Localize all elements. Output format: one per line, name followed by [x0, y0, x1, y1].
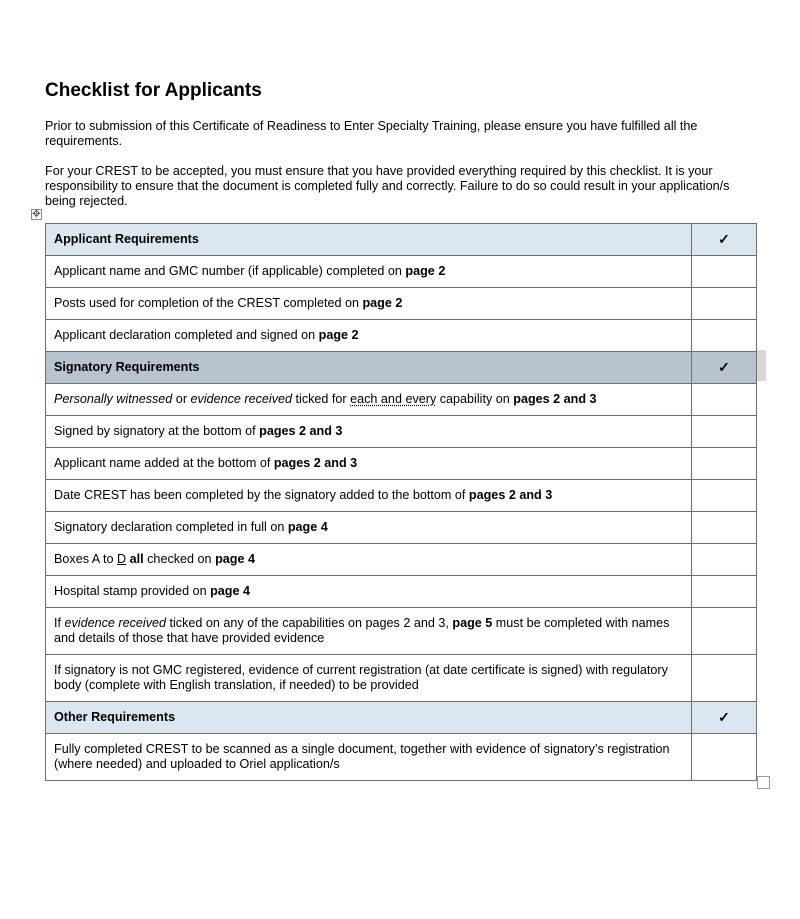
page-title: Checklist for Applicants	[45, 80, 262, 101]
check-cell[interactable]	[692, 655, 757, 702]
check-cell[interactable]	[692, 384, 757, 416]
requirement-text: Applicant name added at the bottom of pages 2 and 3	[46, 448, 692, 480]
requirement-text: Signatory declaration completed in full on page 4	[46, 512, 692, 544]
table-row	[46, 734, 757, 781]
table-row	[46, 448, 757, 480]
requirement-text: Personally witnessed or evidence received ticked for each and every capability on pages 2 and 3	[46, 384, 692, 416]
requirement-text: Posts used for completion of the CREST completed on page 2	[46, 288, 692, 320]
table-row	[46, 544, 757, 576]
table-row	[46, 320, 757, 352]
check-cell[interactable]	[692, 256, 757, 288]
requirement-text: Applicant name and GMC number (if applicable) completed on page 2	[46, 256, 692, 288]
check-mark-icon: ✓	[692, 352, 757, 384]
check-cell[interactable]	[692, 576, 757, 608]
table-resize-handle-icon[interactable]	[757, 776, 770, 789]
table-row	[46, 576, 757, 608]
table-row	[46, 480, 757, 512]
check-mark-icon: ✓	[692, 224, 757, 256]
section-header-signatory	[46, 352, 757, 384]
check-mark-icon: ✓	[692, 702, 757, 734]
table-row	[46, 384, 757, 416]
intro-paragraph-2: For your CREST to be accepted, you must ensure that you have provided everything required by this checklist. It is your responsibility to ensure that the document is completed fully and correctly. Failure to do so could result in your application/s being rejected.	[45, 164, 730, 208]
section-heading: Other Requirements	[46, 702, 692, 734]
requirement-text: Hospital stamp provided on page 4	[46, 576, 692, 608]
check-cell[interactable]	[692, 416, 757, 448]
checklist-table	[45, 223, 757, 781]
section-heading: Signatory Requirements	[46, 352, 692, 384]
requirement-text: Applicant declaration completed and signed on page 2	[46, 320, 692, 352]
check-cell[interactable]	[692, 480, 757, 512]
requirement-text: Signed by signatory at the bottom of pages 2 and 3	[46, 416, 692, 448]
check-cell[interactable]	[692, 544, 757, 576]
requirement-text: Fully completed CREST to be scanned as a single document, together with evidence of signatory’s registration (where needed) and uploaded to Oriel application/s	[46, 734, 692, 781]
check-cell[interactable]	[692, 288, 757, 320]
check-cell[interactable]	[692, 608, 757, 655]
row-selection-marker	[757, 350, 766, 381]
check-cell[interactable]	[692, 448, 757, 480]
table-row	[46, 655, 757, 702]
table-row	[46, 512, 757, 544]
section-header-other	[46, 702, 757, 734]
section-header-applicant	[46, 224, 757, 256]
requirement-text: Boxes A to D all checked on page 4	[46, 544, 692, 576]
table-row	[46, 608, 757, 655]
table-row	[46, 288, 757, 320]
check-cell[interactable]	[692, 512, 757, 544]
requirement-text: If signatory is not GMC registered, evidence of current registration (at date certificate is signed) with regulatory body (complete with English translation, if needed) to be provided	[46, 655, 692, 702]
intro-paragraph-1: Prior to submission of this Certificate of Readiness to Enter Specialty Training, please ensure you have fulfilled all the requirements.	[45, 119, 698, 148]
table-row	[46, 256, 757, 288]
table-move-handle-icon[interactable]: ✥	[32, 209, 41, 220]
check-cell[interactable]	[692, 320, 757, 352]
check-cell[interactable]	[692, 734, 757, 781]
requirement-text: If evidence received ticked on any of the capabilities on pages 2 and 3, page 5 must be completed with names and details of those that have provided evidence	[46, 608, 692, 655]
requirement-text: Date CREST has been completed by the signatory added to the bottom of pages 2 and 3	[46, 480, 692, 512]
section-heading: Applicant Requirements	[46, 224, 692, 256]
table-row	[46, 416, 757, 448]
